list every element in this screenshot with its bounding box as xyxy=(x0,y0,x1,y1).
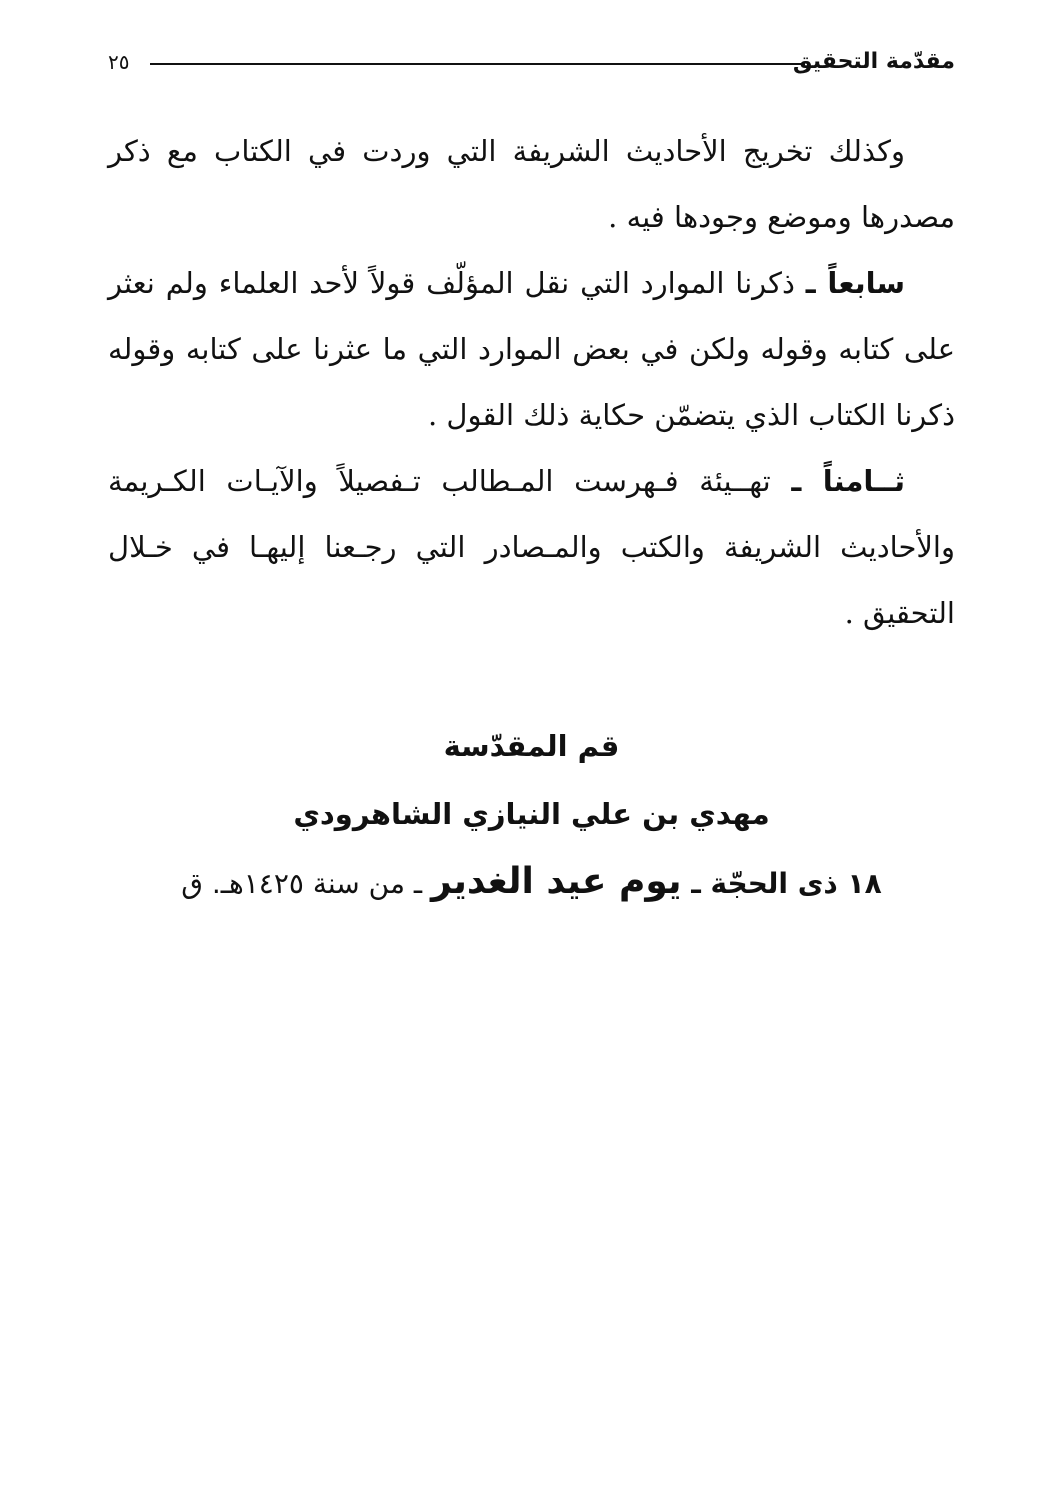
signature-block xyxy=(108,712,955,918)
page-number: ٢٥ xyxy=(108,50,130,74)
header-rule xyxy=(150,63,805,65)
date-suffix: ـ من سنة ١٤٢٥هـ. ق xyxy=(181,867,431,900)
paragraph-1: وكذلك تخريج الأحاديث الشريفة التي وردت في الكتاب مع ذكر مصدرها وموضع وجودها فيه . xyxy=(108,134,955,234)
paragraph-3-text: تهــيئة فـهرست المـطالب تـفصيلاً والآيـات الكـريمة والأحاديث الشريفة والكتب والمـصادر التي رجـعنا إليهـا في خـلال التحقيق . xyxy=(108,464,955,630)
signature-author: مهدي بن علي النيازي الشاهرودي xyxy=(293,797,770,831)
paragraph-2-lead: سابعاً ـ xyxy=(805,266,905,300)
paragraph-3-lead: ثــامناً ـ xyxy=(791,464,906,498)
signature-date xyxy=(108,848,955,918)
header-title: مقدّمة التحقيق xyxy=(792,49,955,74)
signature-place: قم المقدّسة xyxy=(443,729,620,763)
date-prefix: ١٨ ذى الحجّة ـ xyxy=(681,867,882,900)
body-text xyxy=(108,118,955,646)
paragraph-3 xyxy=(108,448,955,646)
paragraph-2-text: ذكرنا الموارد التي نقل المؤلّف قولاً لأحد العلماء ولم نعثر على كتابه وقوله ولكن في بعض الموارد التي ما عثرنا على كتابه وقوله ذكرنا الكتاب الذي يتضمّن حكاية ذلك القول . xyxy=(108,266,955,432)
date-emphasis: يوم عيد الغدير xyxy=(430,861,682,902)
paragraph-2 xyxy=(108,250,955,448)
running-header xyxy=(108,42,955,82)
